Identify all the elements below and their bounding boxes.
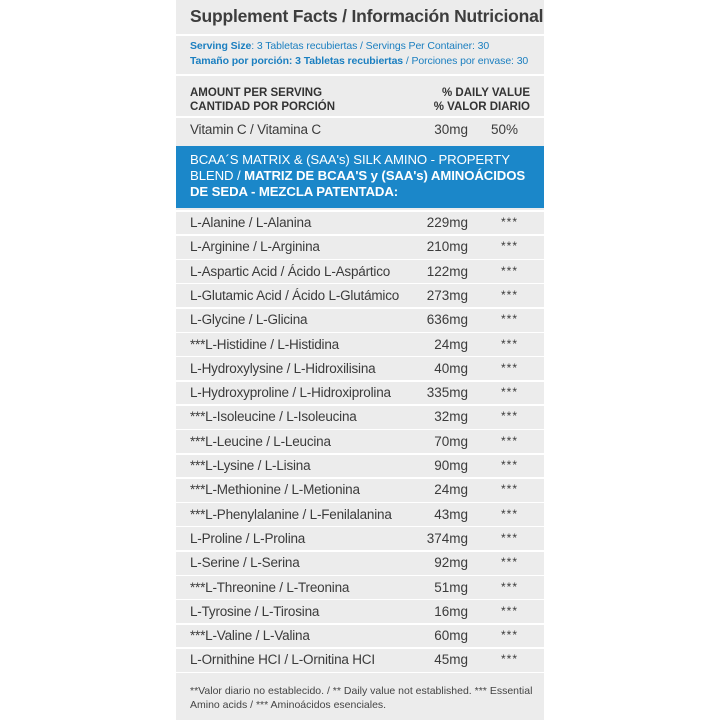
valor-diario-label: % VALOR DIARIO: [433, 101, 530, 113]
ingredient-name: L-Proline / L-Prolina: [190, 530, 306, 546]
ingredient-daily-value: ***: [500, 555, 518, 570]
serving-size-label: Serving Size: [190, 40, 252, 52]
row-divider: [176, 453, 544, 455]
ingredient-amount: 24mg: [434, 336, 468, 352]
row-divider: [176, 647, 544, 649]
ingredient-daily-value: ***: [500, 360, 518, 375]
ingredient-amount: 70mg: [434, 433, 468, 449]
footnote: **Valor diario no establecido. / ** Daily value not established. *** Essential Amino acids / *** Aminoácidos esenciales.: [190, 685, 533, 711]
ingredient-name: ***L-Valine / L-Valina: [190, 628, 310, 644]
ingredient-name: L-Ornithine HCI / L-Ornitina HCI: [190, 652, 375, 668]
row-divider: [176, 526, 544, 528]
ingredient-name: ***L-Leucine / L-Leucina: [190, 433, 331, 449]
row-divider: [176, 380, 544, 382]
ingredient-daily-value: ***: [500, 603, 518, 618]
row-divider: [176, 283, 544, 285]
row-divider: [176, 234, 544, 236]
row-divider: [176, 307, 544, 309]
ingredient-amount: 30mg: [434, 122, 468, 137]
ingredient-amount: 45mg: [434, 652, 468, 668]
divider: [176, 116, 544, 118]
ingredient-daily-value: ***: [500, 336, 518, 351]
ingredient-daily-value: ***: [500, 579, 518, 594]
row-divider: [176, 429, 544, 431]
row-divider: [176, 356, 544, 358]
ingredient-amount: 90mg: [434, 458, 468, 473]
ingredient-name: Vitamin C / Vitamina C: [190, 122, 321, 137]
ingredient-amount: 374mg: [426, 530, 468, 546]
ingredient-daily-value: ***: [500, 263, 518, 278]
ingredient-name: L-Arginine / L-Arginina: [190, 239, 320, 255]
ingredient-name: L-Hydroxylysine / L-Hidroxilisina: [190, 360, 376, 376]
ingredient-daily-value: ***: [500, 652, 518, 667]
row-divider: [176, 259, 544, 261]
serving-size-line: [190, 40, 540, 52]
amount-per-serving-label: AMOUNT PER SERVING: [190, 87, 323, 99]
ingredient-daily-value: ***: [500, 433, 518, 448]
ingredient-daily-value: ***: [500, 482, 518, 497]
ingredient-amount: 16mg: [434, 603, 468, 619]
ingredient-amount: 51mg: [434, 579, 468, 595]
row-divider: [176, 599, 544, 601]
row-divider: [176, 210, 544, 212]
ingredient-daily-value: ***: [500, 530, 518, 545]
row-divider: [176, 477, 544, 479]
serving-size-es-line: [190, 55, 540, 67]
ingredient-name: ***L-Lysine / L-Lisina: [190, 458, 311, 473]
ingredient-amount: 32mg: [434, 409, 468, 425]
ingredient-daily-value: ***: [500, 409, 518, 424]
ingredient-daily-value: ***: [500, 385, 518, 400]
daily-value-label: % DAILY VALUE: [442, 87, 530, 99]
row-divider: [176, 672, 544, 674]
ingredient-name: ***L-Threonine / L-Treonina: [190, 579, 350, 595]
ingredient-daily-value: ***: [500, 458, 518, 472]
ingredient-amount: 40mg: [434, 360, 468, 376]
row-divider: [176, 502, 544, 504]
facts-title: Supplement Facts / Información Nutricional: [190, 6, 544, 26]
ingredient-daily-value: ***: [500, 287, 518, 302]
vitamin-c-row: [190, 122, 530, 144]
ingredient-amount: 24mg: [434, 482, 468, 498]
ingredient-amount: 122mg: [426, 263, 468, 279]
row-divider: [176, 623, 544, 625]
ingredient-name: L-Hydroxyproline / L-Hidroxiprolina: [190, 385, 391, 401]
blend-header: [176, 146, 544, 208]
ingredient-amount: 210mg: [426, 239, 468, 255]
ingredient-amount: 335mg: [426, 385, 468, 401]
ingredient-name: L-Alanine / L-Alanina: [190, 215, 312, 230]
divider: [176, 74, 544, 76]
serving-size-es-label: Tamaño por porción: 3 Tabletas recubiertas: [190, 55, 404, 67]
ingredient-name: L-Glutamic Acid / Ácido L-Glutámico: [190, 287, 400, 303]
ingredient-daily-value: ***: [500, 312, 518, 327]
ingredient-daily-value: ***: [500, 506, 518, 521]
ingredient-daily-value: ***: [500, 239, 518, 254]
ingredient-amount: 273mg: [426, 287, 468, 303]
ingredient-name: L-Tyrosine / L-Tirosina: [190, 603, 320, 619]
ingredient-daily-value: ***: [500, 628, 518, 643]
row-divider: [176, 332, 544, 334]
serving-size-es-value: / Porciones por envase: 30: [403, 55, 529, 67]
blend-title: BCAA´S MATRIX & (SAA's) SILK AMINO - PROPERTY BLEND /: [190, 152, 510, 183]
divider: [176, 34, 544, 36]
row-divider: [176, 550, 544, 552]
ingredient-amount: 43mg: [434, 506, 468, 522]
ingredient-name: L-Glycine / L-Glicina: [190, 312, 308, 328]
ingredient-daily-value: 50%: [490, 122, 518, 137]
ingredient-name: ***L-Isoleucine / L-Isoleucina: [190, 409, 357, 425]
amount-header: [190, 86, 530, 114]
ingredient-amount: 92mg: [434, 555, 468, 571]
ingredient-amount: 636mg: [426, 312, 468, 328]
row-divider: [176, 404, 544, 406]
cantidad-por-porcion-label: CANTIDAD POR PORCIÓN: [190, 101, 336, 113]
ingredient-amount: 229mg: [426, 215, 468, 230]
ingredient-name: ***L-Methionine / L-Metionina: [190, 482, 360, 498]
blend-title-es: MATRIZ DE BCAA'S y (SAA's) AMINOÁCIDOS DE SEDA - MEZCLA PATENTADA:: [190, 168, 526, 199]
ingredient-name: ***L-Phenylalanine / L-Fenilalanina: [190, 506, 392, 522]
serving-size-value: : 3 Tabletas recubiertas / Servings Per Container: 30: [251, 40, 490, 52]
ingredient-name: ***L-Histidine / L-Histidina: [190, 336, 339, 352]
ingredient-name: L-Serine / L-Serina: [190, 555, 300, 571]
ingredient-name: L-Aspartic Acid / Ácido L-Aspártico: [190, 263, 391, 279]
row-divider: [176, 575, 544, 577]
ingredient-amount: 60mg: [434, 628, 468, 644]
ingredient-daily-value: ***: [500, 215, 518, 229]
